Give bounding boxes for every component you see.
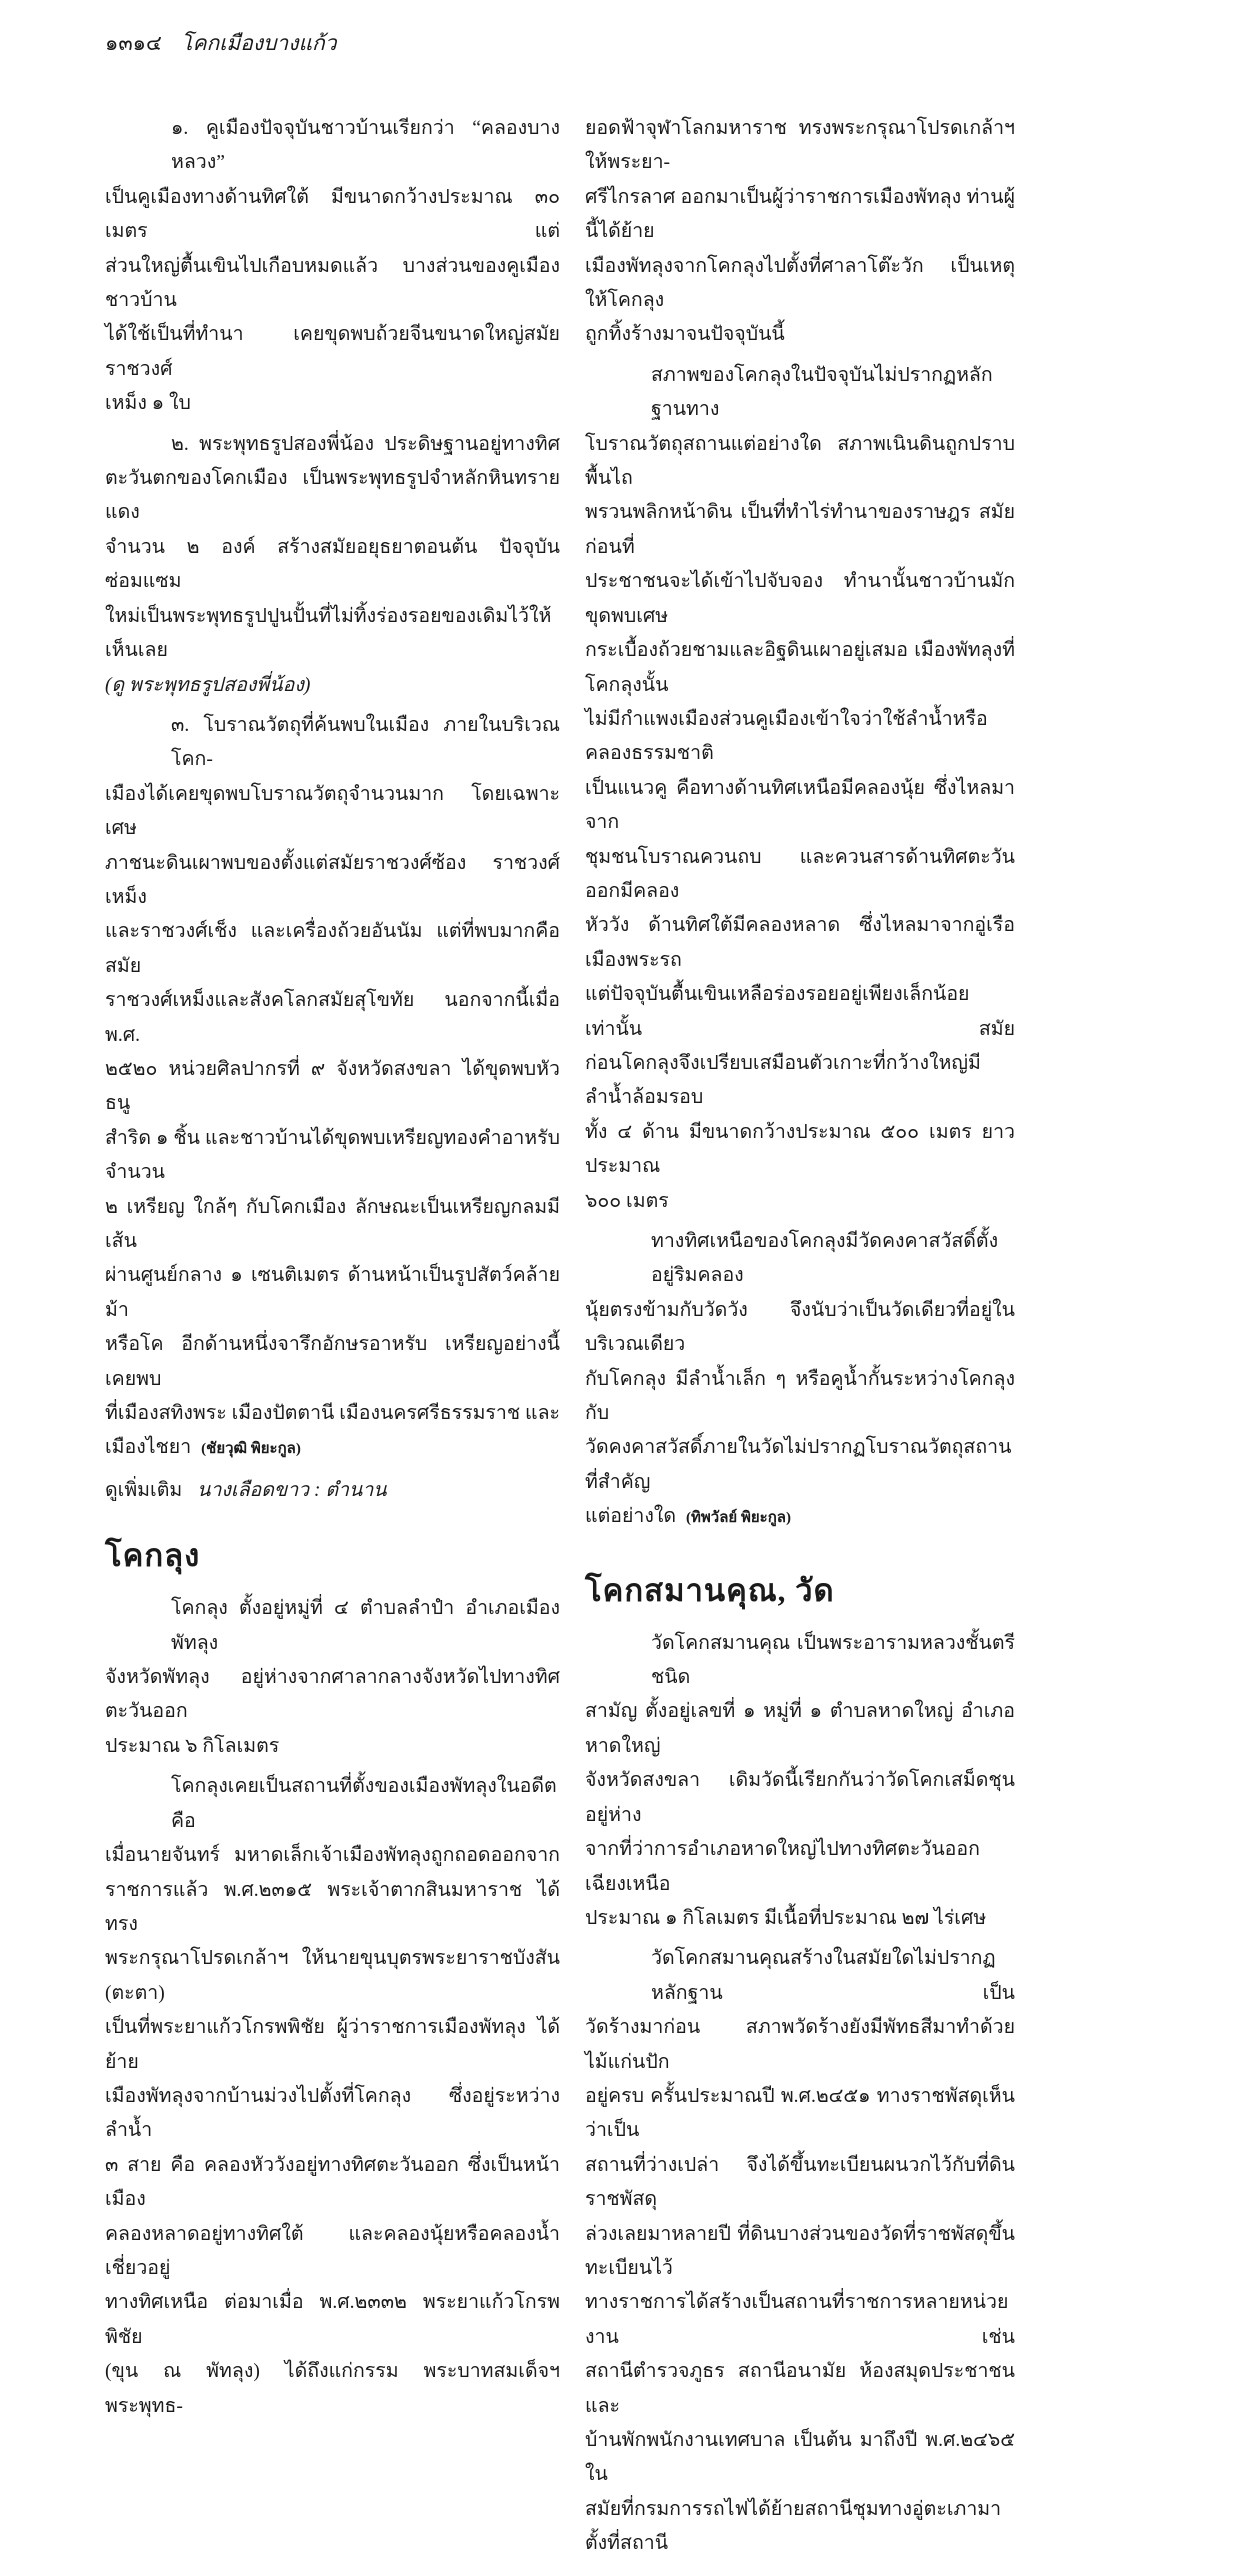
text-line-content: แต่ปัจจุบันตื้นเขินเหลือร่องรอยอยู่เพียงเล็กน้อยเท่านั้น สมัย	[585, 984, 1015, 1040]
text-line-content: วัดโคกสมานคุณสร้างในสมัยใดไม่ปรากฏหลักฐาน เป็น	[651, 1948, 1015, 2004]
text-line	[585, 634, 1015, 703]
text-line	[585, 1764, 1015, 1833]
text-line-content: ได้ใช้เป็นที่ทำนา เคยขุดพบถ้วยจีนขนาดใหญ่สมัยราชวงศ์	[105, 324, 560, 380]
section-heading: โคกสมานคุณ, วัด	[585, 1572, 835, 1608]
text-line-content: ๓. โบราณวัตถุที่ค้นพบในเมือง ภายในบริเวณโคก-	[171, 714, 560, 771]
text-line-content: ยอดฟ้าจุฬาโลกมหาราช ทรงพระกรุณาโปรดเกล้าฯ ให้พระยา-	[585, 118, 1015, 174]
text-line	[585, 1294, 1015, 1363]
left-column	[105, 112, 560, 2424]
text-line	[105, 915, 560, 984]
text-line	[105, 531, 560, 600]
running-title: โคกเมืองบางแก้ว	[181, 31, 337, 55]
text-line-content: ทั้ง ๔ ด้าน มีขนาดกว้างประมาณ ๕๐๐ เมตร ยาวประมาณ	[585, 1121, 1015, 1178]
text-line	[105, 1122, 560, 1191]
text-line	[585, 2080, 1015, 2149]
text-line	[585, 1363, 1015, 1432]
paragraph	[585, 1627, 1015, 1937]
text-line-content: โคกลุง ตั้งอยู่หมู่ที่ ๔ ตำบลลำปำ อำเภอเมืองพัทลุง	[171, 1598, 560, 1654]
text-line-content: และราชวงศ์เช็ง และเครื่องถ้วยอันนัม แต่ที่พบมากคือสมัย	[105, 921, 560, 977]
text-line-content: วัดโคกสมานคุณ เป็นพระอารามหลวงชั้นตรี ชนิด	[651, 1632, 1015, 1689]
text-line	[585, 2011, 1015, 2080]
text-line	[105, 984, 560, 1053]
text-line-content: ทางทิศเหนือของโคกลุงมีวัดคงคาสวัสดิ์ตั้งอยู่ริมคลอง	[651, 1231, 999, 1287]
running-head	[105, 28, 337, 58]
paragraph	[105, 428, 560, 703]
text-line	[585, 1902, 1015, 1936]
text-line-content: ๖๐๐ เมตร	[585, 1190, 669, 1212]
text-line	[585, 1047, 1015, 1116]
text-line-content: เมืองไชยา	[105, 1437, 192, 1459]
text-line-content: จากที่ว่าการอำเภอหาดใหญ่ไปทางทิศตะวันออกเฉียงเหนือ	[585, 1839, 980, 1895]
text-line	[105, 250, 560, 319]
text-line-content: ก่อนโคกลุงจึงเปรียบเสมือนตัวเกาะที่กว้างใหญ่มีลำน้ำล้อมรอบ	[585, 1052, 981, 1109]
text-line	[105, 1328, 560, 1397]
text-line	[105, 600, 560, 669]
text-line	[585, 1833, 1015, 1902]
text-line-content: เมืองพัทลุงจากบ้านม่วงไปตั้งที่โคกลุง ซึ่งอยู่ระหว่างลำน้ำ	[105, 2085, 560, 2142]
text-line	[585, 1185, 1015, 1219]
right-column	[585, 112, 1015, 2562]
text-line-content: เมืองได้เคยขุดพบโบราณวัตถุจำนวนมาก โดยเฉพาะเศษ	[105, 783, 560, 840]
text-line	[105, 1770, 560, 1839]
text-line-content: ภาชนะดินเผาพบของตั้งแต่สมัยราชวงศ์ซ้อง ราชวงศ์เหม็ง	[105, 852, 560, 908]
text-line	[105, 1661, 560, 1730]
text-line	[585, 1431, 1015, 1500]
text-line-content: สถานีตำรวจภูธร สถานีอนามัย ห้องสมุดประชาชนและ	[585, 2361, 1015, 2417]
text-line	[585, 2493, 1015, 2562]
paragraph	[585, 1942, 1015, 2561]
text-line-content: จังหวัดสงขลา เดิมวัดนี้เรียกกันว่าวัดโคกเสม็ดชุน อยู่ห่าง	[585, 1770, 1015, 1826]
page-number: ๑๓๑๔	[105, 31, 162, 55]
text-line-content: ส่วนใหญ่ตื้นเขินไปเกือบหมดแล้ว บางส่วนของคูเมืองชาวบ้าน	[105, 255, 560, 312]
text-line-content: ล่วงเลยมาหลายปี ที่ดินบางส่วนของวัดที่ราชพัสดุขึ้นทะเบียนไว้	[585, 2223, 1015, 2279]
text-line-content: ประชาชนจะได้เข้าไปจับจอง ทำนานั้นชาวบ้านมักขุดพบเศษ	[585, 571, 1015, 627]
text-line	[585, 2424, 1015, 2493]
text-line-content: ทางราชการได้สร้างเป็นสถานที่ราชการหลายหน่วยงาน เช่น	[585, 2292, 1015, 2348]
see-also-link[interactable]: นางเลือดขาว : ตำนาน	[197, 1479, 387, 1501]
author-attribution: (ชัยวุฒิ พิยะกูล)	[201, 1441, 301, 1458]
text-line	[105, 1431, 560, 1465]
text-line	[585, 1500, 1015, 1534]
text-line	[585, 2286, 1015, 2355]
text-line-content: สมัยที่กรมการรถไฟได้ย้ายสถานีชุมทางอู่ตะเภามาตั้งที่สถานี	[585, 2498, 1002, 2555]
text-line	[105, 1839, 560, 1873]
text-line	[105, 1053, 560, 1122]
text-line	[105, 2218, 560, 2287]
text-line-content: ราชการแล้ว พ.ศ.๒๓๑๕ พระเจ้าตากสินมหาราช ได้ทรง	[105, 1879, 560, 1935]
text-line	[105, 1191, 560, 1260]
text-line	[105, 318, 560, 387]
text-line	[585, 1225, 1015, 1294]
text-line	[585, 772, 1015, 841]
text-line-content: (ขุน ณ พัทลุง) ได้ถึงแก่กรรม พระบาทสมเด็จฯ พระพุทธ-	[105, 2361, 560, 2417]
text-line	[105, 387, 560, 421]
text-line-content: คลองหลาดอยู่ทางทิศใต้ และคลองนุ้ยหรือคลองน้ำเชี่ยวอยู่	[105, 2223, 560, 2279]
cross-reference[interactable]: (ดู พระพุทธรูปสองพี่น้อง)	[105, 674, 311, 696]
text-line-content: หรือโค อีกด้านหนึ่งจารึกอักษรอาหรับ เหรียญอย่างนี้เคยพบ	[105, 1334, 560, 1390]
text-line-content: ที่เมืองสทิงพระ เมืองปัตตานี เมืองนครศรีธรรมราช และ	[105, 1403, 560, 1425]
text-line-content: อยู่ครบ ครั้นประมาณปี พ.ศ.๒๔๕๑ ทางราชพัสดุเห็นว่าเป็น	[585, 2085, 1015, 2142]
text-line	[105, 2355, 560, 2424]
text-line	[105, 112, 560, 181]
text-line	[585, 565, 1015, 634]
paragraph	[585, 112, 1015, 353]
text-line	[105, 428, 560, 462]
author-attribution: (ทิพวัลย์ พิยะกูล)	[686, 1510, 791, 1527]
text-line-content: กระเบื้องถ้วยชามและอิฐดินเผาอยู่เสมอ เมืองพัทลุงที่โคกลุงนั้น	[585, 640, 1015, 696]
text-line	[585, 428, 1015, 497]
text-line-content: ประมาณ ๑ กิโลเมตร มีเนื้อที่ประมาณ ๒๗ ไร่เศษ	[585, 1907, 987, 1929]
text-line	[105, 1874, 560, 1943]
text-line	[585, 841, 1015, 910]
text-line-content: ถูกทิ้งร้างมาจนปัจจุบันนี้	[585, 324, 785, 346]
text-line	[105, 2149, 560, 2218]
text-line	[105, 1730, 560, 1764]
text-line-content: ไม่มีกำแพงเมืองส่วนคูเมืองเข้าใจว่าใช้ลำน้ำหรือคลองธรรมชาติ	[585, 708, 988, 765]
text-line-content: เป็นที่พระยาแก้วโกรพพิชัย ผู้ว่าราชการเมืองพัทลุง ได้ย้าย	[105, 2017, 560, 2073]
text-line	[105, 462, 560, 531]
text-line-content: สถานที่ว่างเปล่า จึงได้ขึ้นทะเบียนผนวกไว้กับที่ดินราชพัสดุ	[585, 2154, 1015, 2211]
text-line-content: วัดร้างมาก่อน สภาพวัดร้างยังมีพัทธสีมาทำด้วยไม้แก่นปัก	[585, 2017, 1015, 2073]
paragraph	[105, 112, 560, 422]
text-line	[105, 778, 560, 847]
paragraph	[585, 359, 1015, 1219]
text-line-content: เมื่อนายจันทร์ มหาดเล็กเจ้าเมืองพัทลุงถูกถอดออกจาก	[105, 1845, 560, 1867]
text-line	[105, 1942, 560, 2011]
text-line	[105, 1259, 560, 1328]
text-line	[105, 709, 560, 778]
text-line-content: สามัญ ตั้งอยู่เลขที่ ๑ หมู่ที่ ๑ ตำบลหาดใหญ่ อำเภอหาดใหญ่	[585, 1701, 1015, 1757]
text-line-content: ๒ เหรียญ ใกล้ๆ กับโคกเมือง ลักษณะเป็นเหรียญกลมมีเส้น	[105, 1196, 560, 1252]
text-line	[585, 2355, 1015, 2424]
see-also	[105, 1474, 560, 1508]
text-line-content: หัววัง ด้านทิศใต้มีคลองหลาด ซึ่งไหลมาจากอู่เรือเมืองพระรถ	[585, 915, 1015, 971]
text-line	[585, 318, 1015, 352]
text-line-content: ตะวันตกของโคกเมือง เป็นพระพุทธรูปจำหลักหินทรายแดง	[105, 468, 560, 524]
text-line	[585, 1116, 1015, 1185]
text-line	[585, 909, 1015, 978]
text-line-content: นุ้ยตรงข้ามกับวัดวัง จึงนับว่าเป็นวัดเดียวที่อยู่ในบริเวณเดียว	[585, 1299, 1015, 1356]
text-line-content: ๒๕๒๐ หน่วยศิลปากรที่ ๙ จังหวัดสงขลา ได้ขุดพบหัวธนู	[105, 1058, 560, 1115]
text-line-content: โบราณวัตถุสถานแต่อย่างใด สภาพเนินดินถูกปราบพื้นไถ	[585, 433, 1015, 490]
text-line-content: ประมาณ ๖ กิโลเมตร	[105, 1735, 280, 1757]
paragraph	[105, 1592, 560, 1764]
text-line	[105, 1592, 560, 1661]
see-also-label: ดูเพิ่มเติม	[105, 1479, 183, 1501]
text-line	[585, 112, 1015, 181]
text-line-content: พรวนพลิกหน้าดิน เป็นที่ทำไร่ทำนาของราษฎร สมัยก่อนที่	[585, 502, 1015, 558]
paragraph	[585, 1225, 1015, 1535]
text-line-content: ๑. คูเมืองปัจจุบันชาวบ้านเรียกว่า “คลองบางหลวง”	[171, 118, 560, 174]
text-line-content: ผ่านศูนย์กลาง ๑ เซนติเมตร ด้านหน้าเป็นรูปสัตว์คล้ายม้า	[105, 1265, 560, 1321]
text-line-content: ใหม่เป็นพระพุทธรูปปูนปั้นที่ไม่ทิ้งร่องรอยของเดิมไว้ให้เห็นเลย	[105, 605, 552, 662]
text-line	[585, 496, 1015, 565]
text-line-content: เป็นแนวคู คือทางด้านทิศเหนือมีคลองนุ้ย ซึ่งไหลมาจาก	[585, 777, 1015, 834]
text-line-content: เป็นคูเมืองทางด้านทิศใต้ มีขนาดกว้างประมาณ ๓๐ เมตร แต่	[105, 186, 560, 243]
text-line	[585, 250, 1015, 319]
text-line-content: เหม็ง ๑ ใบ	[105, 393, 191, 415]
text-line	[105, 2286, 560, 2355]
text-line-content: ศรีไกรลาศ ออกมาเป็นผู้ว่าราชการเมืองพัทลุง ท่านผู้นี้ได้ย้าย	[585, 186, 1015, 243]
text-line-content: เมืองพัทลุงจากโคกลุงไปตั้งที่ศาลาโต๊ะวัก เป็นเหตุให้โคกลุง	[585, 255, 1015, 312]
text-line-content: ชุมชนโบราณควนถบ และควนสารด้านทิศตะวันออกมีคลอง	[585, 846, 1015, 902]
text-line-content: สภาพของโคกลุงในปัจจุบันไม่ปรากฏหลักฐานทาง	[651, 364, 993, 421]
text-line-content: สำริด ๑ ชิ้น และชาวบ้านได้ขุดพบเหรียญทองคำอาหรับจำนวน	[105, 1127, 560, 1184]
text-line	[105, 2011, 560, 2080]
text-line	[105, 1397, 560, 1431]
text-line	[585, 978, 1015, 1047]
text-line-content: กับโคกลุง มีลำน้ำเล็ก ๆ หรือคูน้ำกั้นระหว่างโคกลุงกับ	[585, 1368, 1015, 1425]
text-line	[585, 1627, 1015, 1696]
text-line	[105, 847, 560, 916]
text-line	[585, 703, 1015, 772]
text-line-content: วัดคงคาสวัสดิ์ภายในวัดไม่ปรากฏโบราณวัตถุสถานที่สำคัญ	[585, 1437, 1012, 1493]
text-line	[585, 181, 1015, 250]
text-line	[585, 2149, 1015, 2218]
text-line	[105, 2080, 560, 2149]
section-heading: โคกลุง	[105, 1538, 201, 1574]
text-line	[585, 2218, 1015, 2287]
text-line-content: ๒. พระพุทธรูปสองพี่น้อง ประดิษฐานอยู่ทางทิศ	[171, 433, 560, 455]
text-line-content: แต่อย่างใด	[585, 1506, 677, 1528]
text-line-content: จังหวัดพัทลุง อยู่ห่างจากศาลากลางจังหวัดไปทางทิศตะวันออก	[105, 1667, 560, 1723]
text-line-content: จำนวน ๒ องค์ สร้างสมัยอยุธยาตอนต้น ปัจจุบันซ่อมแซม	[105, 536, 560, 593]
text-line-content: ราชวงศ์เหม็งและสังคโลกสมัยสุโขทัย นอกจากนี้เมื่อ พ.ศ.	[105, 990, 560, 1046]
text-line	[105, 181, 560, 250]
text-line-content: พระกรุณาโปรดเกล้าฯ ให้นายขุนบุตรพระยาราชบังสัน (ตะตา)	[105, 1948, 560, 2004]
text-line	[585, 1942, 1015, 2011]
text-line-content: ๓ สาย คือ คลองหัววังอยู่ทางทิศตะวันออก ซึ่งเป็นหน้าเมือง	[105, 2154, 560, 2211]
text-line-content: บ้านพักพนักงานเทศบาล เป็นต้น มาถึงปี พ.ศ.๒๔๖๕ ใน	[585, 2430, 1015, 2486]
text-line-content: โคกลุงเคยเป็นสถานที่ตั้งของเมืองพัทลุงในอดีต คือ	[171, 1776, 557, 1832]
paragraph	[105, 1770, 560, 2424]
text-line-content: ทางทิศเหนือ ต่อมาเมื่อ พ.ศ.๒๓๓๒ พระยาแก้วโกรพพิชัย	[105, 2292, 560, 2348]
paragraph	[105, 709, 560, 1466]
text-line	[585, 359, 1015, 428]
